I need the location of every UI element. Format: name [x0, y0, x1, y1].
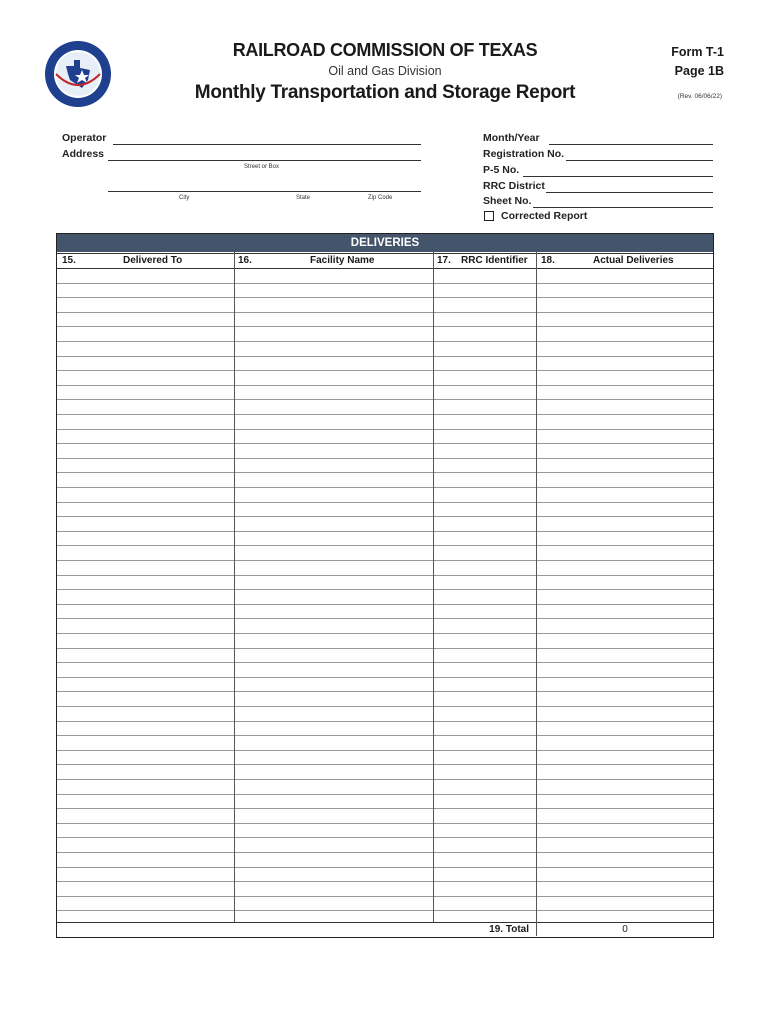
table-row[interactable] [57, 414, 713, 415]
table-row[interactable] [57, 589, 713, 590]
table-row[interactable] [57, 896, 713, 897]
table-row[interactable] [57, 399, 713, 400]
table-row[interactable] [57, 764, 713, 765]
table-row[interactable] [57, 545, 713, 546]
table-row[interactable] [57, 648, 713, 649]
table-row[interactable] [57, 808, 713, 809]
table-row[interactable] [57, 356, 713, 357]
table-row[interactable] [57, 823, 713, 824]
sheet-field[interactable] [533, 207, 713, 208]
state-caption: State [296, 195, 311, 201]
table-row[interactable] [57, 575, 713, 576]
table-row[interactable] [57, 662, 713, 663]
deliveries-table [56, 233, 714, 938]
street-caption: Street or Box [244, 164, 280, 170]
col-17-number: 17. [437, 255, 451, 266]
month-year-label: Month/Year [483, 132, 540, 144]
table-row[interactable] [57, 852, 713, 853]
table-row[interactable] [57, 794, 713, 795]
revision-date: (Rev. 06/06/22) [677, 93, 722, 100]
total-rule [57, 922, 713, 923]
division-name: Oil and Gas Division [328, 64, 442, 78]
table-row[interactable] [57, 487, 713, 488]
header-rule [57, 268, 713, 269]
table-row[interactable] [57, 633, 713, 634]
address-label: Address [62, 148, 105, 160]
table-row[interactable] [57, 721, 713, 722]
registration-label: Registration No. [483, 148, 565, 160]
col-18-number: 18. [541, 255, 555, 266]
corrected-report-label: Corrected Report [501, 210, 588, 222]
table-row[interactable] [57, 618, 713, 619]
table-row[interactable] [57, 516, 713, 517]
table-row[interactable] [57, 458, 713, 459]
table-row[interactable] [57, 604, 713, 605]
col-16-number: 16. [238, 255, 252, 266]
table-row[interactable] [57, 297, 713, 298]
district-field[interactable] [546, 192, 713, 193]
operator-field[interactable] [113, 144, 421, 145]
railroad-commission-seal [44, 40, 112, 108]
col-15-number: 15. [62, 255, 76, 266]
table-row[interactable] [57, 443, 713, 444]
agency-name: RAILROAD COMMISSION OF TEXAS [232, 40, 538, 60]
table-row[interactable] [57, 312, 713, 313]
col-facility-name-header: Facility Name [310, 255, 375, 266]
sheet-label: Sheet No. [483, 195, 532, 207]
table-row[interactable] [57, 779, 713, 780]
column-divider [234, 252, 235, 922]
table-row[interactable] [57, 341, 713, 342]
table-row[interactable] [57, 750, 713, 751]
table-row[interactable] [57, 472, 713, 473]
table-row[interactable] [57, 881, 713, 882]
table-row[interactable] [57, 735, 713, 736]
table-row[interactable] [57, 706, 713, 707]
zip-caption: Zip Code [368, 195, 393, 201]
total-value: 0 [622, 924, 628, 935]
report-title: Monthly Transportation and Storage Report [194, 82, 576, 103]
table-row[interactable] [57, 867, 713, 868]
table-row[interactable] [57, 502, 713, 503]
total-label: 19. Total [489, 924, 529, 935]
deliveries-title: DELIVERIES [57, 234, 713, 252]
col-rrc-identifier-header: RRC Identifier [461, 255, 528, 266]
p5-field[interactable] [523, 176, 713, 177]
page-number: Page 1B [674, 64, 724, 78]
col-delivered-to-header: Delivered To [123, 255, 183, 266]
city-caption: City [179, 195, 190, 201]
table-row[interactable] [57, 385, 713, 386]
table-row[interactable] [57, 837, 713, 838]
city-state-zip-field[interactable] [108, 191, 421, 192]
street-field[interactable] [108, 160, 421, 161]
table-row[interactable] [57, 370, 713, 371]
registration-field[interactable] [566, 160, 713, 161]
table-row[interactable] [57, 531, 713, 532]
p5-label: P-5 No. [483, 164, 520, 176]
table-row[interactable] [57, 677, 713, 678]
column-divider [433, 252, 434, 922]
col-actual-deliveries-header: Actual Deliveries [593, 255, 674, 266]
month-year-field[interactable] [549, 144, 713, 145]
table-row[interactable] [57, 691, 713, 692]
table-row[interactable] [57, 429, 713, 430]
table-row[interactable] [57, 326, 713, 327]
header-rule [57, 253, 713, 254]
table-row[interactable] [57, 283, 713, 284]
form-number: Form T-1 [671, 45, 724, 59]
operator-label: Operator [62, 132, 107, 144]
district-label: RRC District [483, 180, 545, 192]
corrected-report-checkbox[interactable] [484, 211, 494, 221]
table-row[interactable] [57, 560, 713, 561]
column-divider [536, 252, 537, 936]
table-row[interactable] [57, 910, 713, 911]
